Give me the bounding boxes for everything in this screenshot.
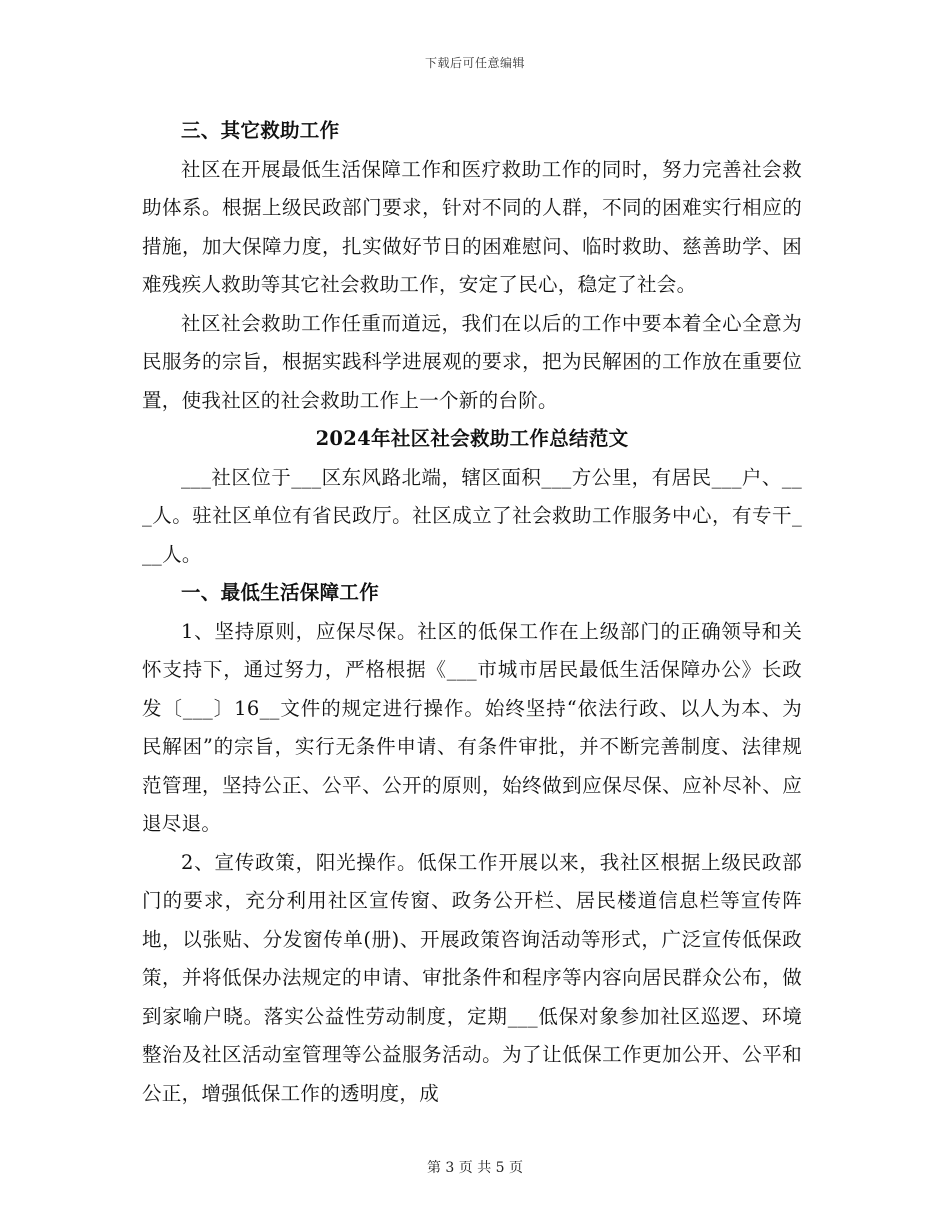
- document-title: 2024年社区社会救助工作总结范文: [315, 427, 629, 450]
- paragraph: 1、坚持原则，应保尽保。社区的低保工作在上级部门的正确领导和关怀支持下，通过努力，严格根据《___市城市居民最低生活保障办公》长政发〔___〕16__文件的规定进行操作。始终坚持“依法行政、以人为本、为民解困”的宗旨，实行无条件申请、有条件审批，并不断完善制度、法律规范管理，坚持公正、公平、公开的原则，始终做到应保尽保、应补尽补、应退尽退。: [142, 619, 802, 835]
- document-body: [142, 112, 802, 1113]
- section-heading-other-assistance: 三、其它救助工作: [181, 119, 340, 142]
- paragraph: 社区社会救助工作任重而道远，我们在以后的工作中要本着全心全意为民服务的宗旨，根据实践科学进展观的要求，把为民解困的工作放在重要位置，使我社区的社会救助工作上一个新的台阶。: [142, 311, 802, 412]
- paragraph: 2、宣传政策，阳光操作。低保工作开展以来，我社区根据上级民政部门的要求，充分利用社区宣传窗、政务公开栏、居民楼道信息栏等宣传阵地，以张贴、分发窗传单(册)、开展政策咨询活动等形式，广泛宣传低保政策，并将低保办法规定的申请、审批条件和程序等内容向居民群众公布，做到家喻户晓。落实公益性劳动制度，定期___低保对象参加社区巡逻、环境整治及社区活动室管理等公益服务活动。为了让低保工作更加公开、公平和公正，增强低保工作的透明度，成: [142, 850, 802, 1105]
- paragraph: ___社区位于___区东风路北端，辖区面积___方公里，有居民___户、___人。驻社区单位有省民政厅。社区成立了社会救助工作服务中心，有专干___人。: [142, 465, 802, 566]
- page-footer: 第 3 页 共 5 页: [426, 1160, 524, 1176]
- page-header: 下载后可任意编辑: [424, 56, 525, 70]
- paragraph: 社区在开展最低生活保障工作和医疗救助工作的同时，努力完善社会救助体系。根据上级民政部门要求，针对不同的人群，不同的困难实行相应的措施，加大保障力度，扎实做好节日的困难慰问、临时救助、慈善助学、困难残疾人救助等其它社会救助工作，安定了民心，稳定了社会。: [142, 157, 802, 296]
- section-heading-minimum-living-security: 一、最低生活保障工作: [181, 581, 380, 604]
